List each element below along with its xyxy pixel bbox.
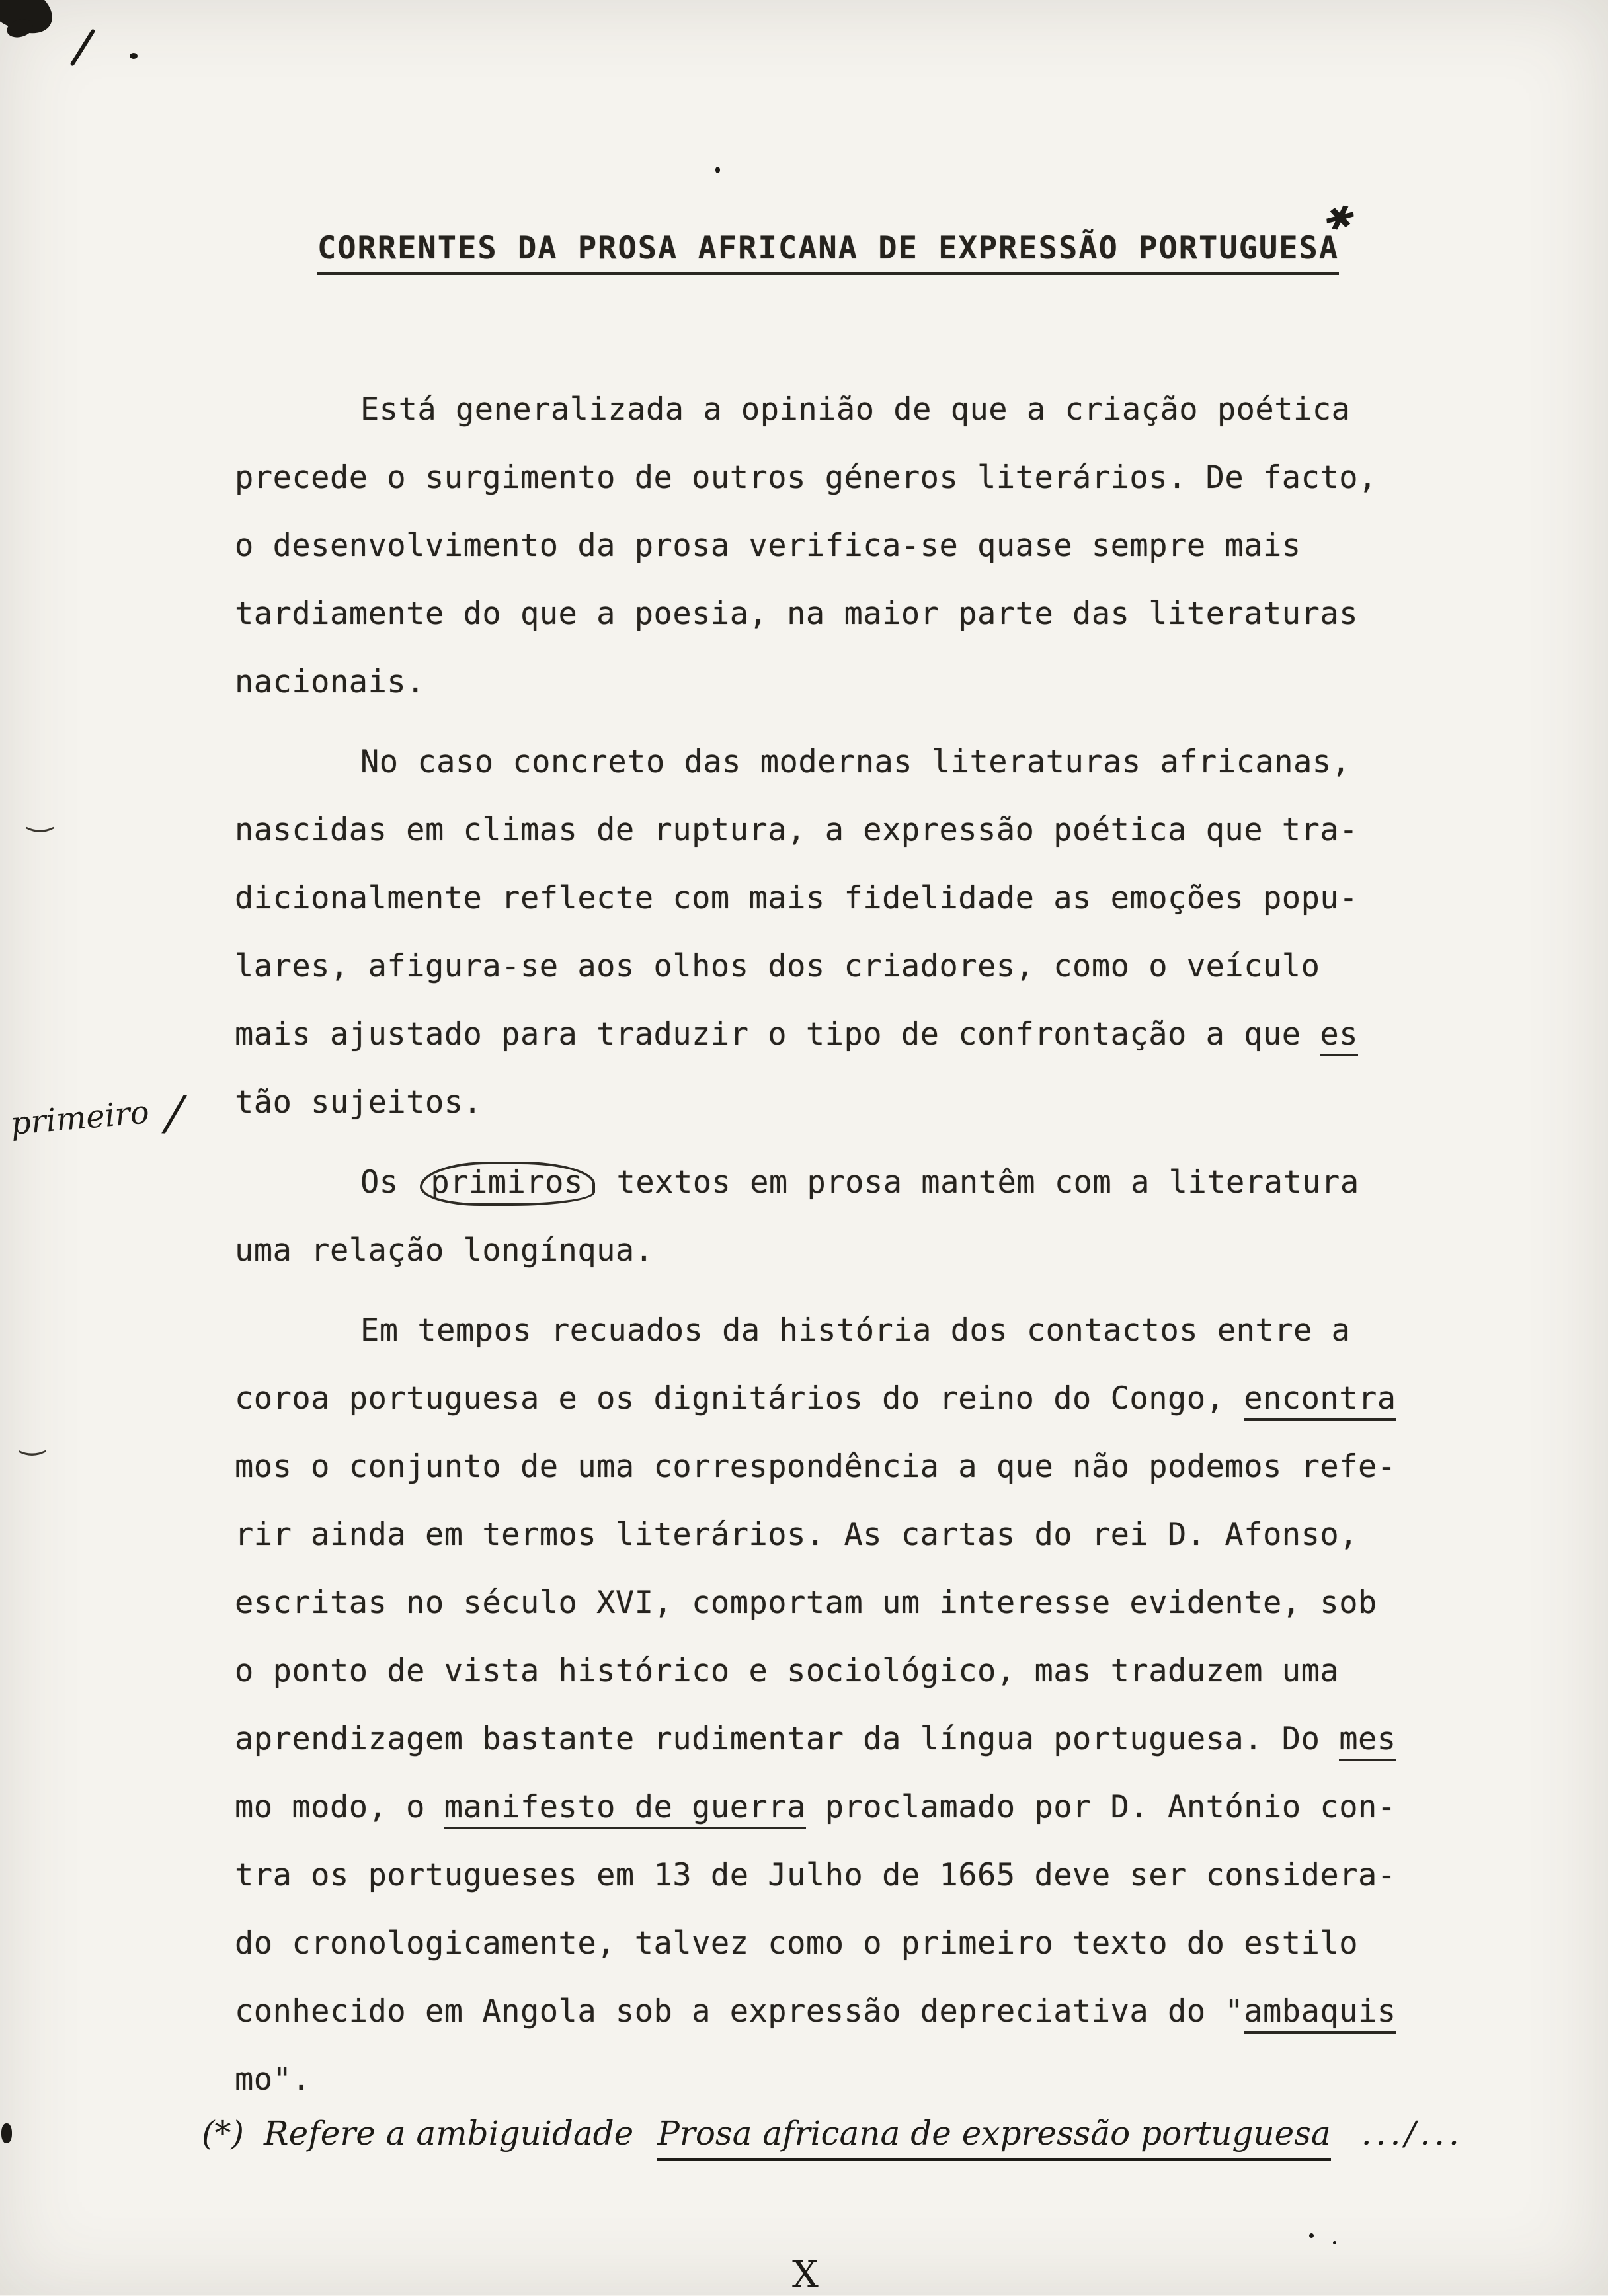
- circled-word: primiros: [420, 1162, 594, 1206]
- text-segment: tão sujeitos.: [235, 1084, 483, 1121]
- text-segment: dicionalmente reflecte com mais fidelidade as emoções popu-: [235, 880, 1358, 916]
- asterisk-mark-icon: ✱: [1318, 196, 1355, 241]
- footnote-text: Refere a ambiguidade: [264, 2114, 634, 2153]
- paragraph: [235, 728, 1438, 1136]
- text-segment: No caso concreto das modernas literaturas africanas,: [360, 744, 1351, 780]
- underlined-text: es: [1320, 1016, 1358, 1056]
- text-segment: Os: [360, 1164, 418, 1201]
- text-segment: uma relação longínqua.: [235, 1232, 654, 1269]
- text-segment: aprendizagem bastante rudimentar da língua portuguesa. Do: [235, 1721, 1340, 1757]
- text-segment: o ponto de vista histórico e sociológico, mas traduzem uma: [235, 1653, 1340, 1689]
- text-line: [235, 1296, 1438, 1365]
- margin-correction-note: [9, 1085, 185, 1155]
- text-segment: mais ajustado para traduzir o tipo de confrontação a que: [235, 1016, 1320, 1052]
- text-segment: Está generalizada a opinião de que a criação poética: [360, 391, 1351, 428]
- footnote-continuation: .../...: [1361, 2114, 1463, 2153]
- text-line: [235, 932, 1438, 1000]
- margin-squiggle-icon: ‿: [20, 1420, 44, 1456]
- text-line: [235, 1977, 1438, 2045]
- text-segment: rir ainda em termos literários. As cartas do rei D. Afonso,: [235, 1517, 1358, 1553]
- margin-correction-text: primeiro: [9, 1093, 151, 1143]
- scan-artifact-stroke: [69, 28, 95, 66]
- text-line: [235, 1569, 1438, 1637]
- text-line: [235, 1705, 1438, 1773]
- text-segment: do cronologicamente, talvez como o primeiro texto do estilo: [235, 1925, 1358, 1961]
- text-segment: mo".: [235, 2061, 311, 2098]
- underlined-text: manifesto de guerra: [444, 1789, 806, 1829]
- text-line: [235, 864, 1438, 932]
- text-line: [235, 728, 1438, 796]
- text-line: [235, 444, 1438, 512]
- margin-correction-slash: /: [165, 1085, 184, 1142]
- text-segment: precede o surgimento de outros géneros literários. De facto,: [235, 459, 1377, 496]
- underlined-text: mes: [1339, 1721, 1396, 1761]
- footnote-underlined-text: Prosa africana de expressão portuguesa: [657, 2114, 1330, 2161]
- page-mark: X: [792, 2253, 819, 2296]
- handwritten-footnote: [202, 2114, 1463, 2153]
- paragraph: [235, 376, 1438, 716]
- footnote-marker: (*): [202, 2114, 245, 2153]
- text-line: [235, 1433, 1438, 1501]
- text-segment: o desenvolvimento da prosa verifica-se quase sempre mais: [235, 528, 1301, 564]
- text-segment: escritas no século XVI, comportam um interesse evidente, sob: [235, 1585, 1377, 1621]
- text-segment: lares, afigura-se aos olhos dos criadores, como o veículo: [235, 948, 1320, 984]
- margin-squiggle-icon: ‿: [28, 797, 52, 832]
- scan-artifact-dot-br2: [1333, 2241, 1336, 2244]
- document-body: [235, 376, 1438, 2125]
- text-line: [235, 376, 1438, 444]
- text-segment: coroa portuguesa e os dignitários do reino do Congo,: [235, 1380, 1244, 1417]
- text-line: [235, 512, 1438, 580]
- text-line: [235, 1773, 1438, 1841]
- text-segment: tardiamente do que a poesia, na maior parte das literaturas: [235, 596, 1358, 632]
- paragraph: [235, 1148, 1438, 1285]
- text-line: [235, 1000, 1438, 1068]
- scan-artifact-edge: [1, 2123, 12, 2143]
- scan-artifact-dot: [130, 53, 138, 59]
- text-line: [235, 1148, 1438, 1216]
- scan-artifact-dot-top: [715, 167, 720, 173]
- underlined-text: encontra: [1244, 1380, 1396, 1421]
- text-segment: nascidas em climas de ruptura, a expressão poética que tra-: [235, 812, 1358, 848]
- text-line: [235, 580, 1438, 648]
- text-segment: Em tempos recuados da história dos contactos entre a: [360, 1312, 1351, 1349]
- paragraph: [235, 1296, 1438, 2114]
- text-segment: conhecido em Angola sob a expressão depreciativa do ": [235, 1993, 1244, 2030]
- text-segment: mos o conjunto de uma correspondência a que não podemos refe-: [235, 1448, 1396, 1485]
- text-segment: mo modo, o: [235, 1789, 444, 1825]
- text-line: [235, 1909, 1438, 1977]
- text-line: [235, 2045, 1438, 2114]
- text-segment: tra os portugueses em 13 de Julho de 1665 deve ser considera-: [235, 1857, 1396, 1893]
- document-title: CORRENTES DA PROSA AFRICANA DE EXPRESSÃO PORTUGUESA: [317, 230, 1339, 275]
- text-segment: nacionais.: [235, 664, 425, 700]
- text-line: [235, 1501, 1438, 1569]
- text-line: [235, 1841, 1438, 1909]
- underlined-text: ambaquis: [1244, 1993, 1396, 2034]
- scan-artifact-dot-br1: [1309, 2233, 1314, 2238]
- text-line: [235, 1216, 1438, 1285]
- text-segment: proclamado por D. António con-: [805, 1789, 1396, 1825]
- text-line: [235, 1068, 1438, 1136]
- text-line: [235, 796, 1438, 864]
- text-line: [235, 1637, 1438, 1705]
- text-line: [235, 648, 1438, 716]
- text-line: [235, 1365, 1438, 1433]
- text-segment: textos em prosa mantêm com a literatura: [597, 1164, 1359, 1201]
- title-block: [317, 230, 1339, 266]
